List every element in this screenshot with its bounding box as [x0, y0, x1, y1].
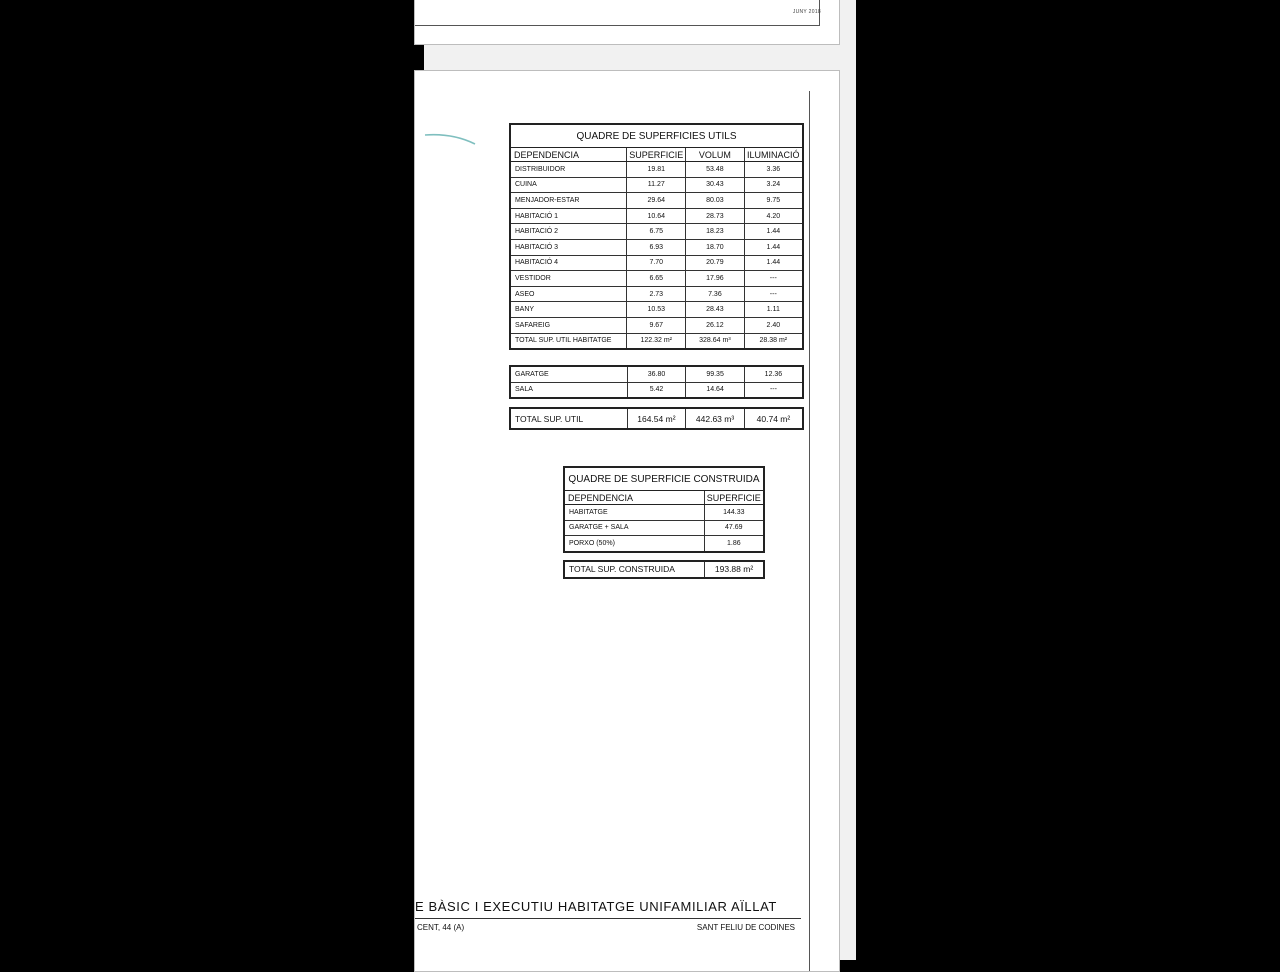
- table-row: [564, 536, 764, 552]
- date-stamp: JUNY 2018: [792, 9, 821, 15]
- table-row: [510, 177, 803, 193]
- value-cell: 6.75: [627, 224, 686, 240]
- drawing-frame: [415, 0, 820, 26]
- value-cell: ---: [744, 271, 803, 287]
- value-cell: 4.20: [744, 208, 803, 224]
- value-cell: 47.69: [704, 520, 764, 536]
- project-address: CENT, 44 (A): [417, 923, 465, 932]
- table-row: [510, 239, 803, 255]
- value-cell: 7.36: [686, 286, 744, 302]
- total-cell: 164.54 m²: [627, 408, 686, 429]
- total-cell: 40.74 m²: [744, 408, 803, 429]
- table-row: [510, 382, 803, 398]
- total-cell: 328.64 m³: [686, 333, 744, 349]
- title-block-divider: [415, 918, 801, 919]
- useful-area-table: [509, 123, 804, 350]
- project-title: E BÀSIC I EXECUTIU HABITATGE UNIFAMILIAR AÏLLAT: [415, 899, 777, 914]
- value-cell: 2.73: [627, 286, 686, 302]
- table-row: [510, 193, 803, 209]
- room-name-cell: HABITACIÓ 3: [510, 239, 627, 255]
- value-cell: 20.79: [686, 255, 744, 271]
- table-row: [510, 366, 803, 382]
- value-cell: 3.36: [744, 162, 803, 178]
- value-cell: ---: [744, 382, 803, 398]
- document-page-1: [414, 0, 840, 45]
- total-cell: 193.88 m²: [705, 561, 764, 578]
- total-row: [564, 561, 764, 578]
- col-header: DEPENDENCIA: [564, 491, 704, 505]
- table-row: [510, 208, 803, 224]
- title-block: [415, 899, 803, 932]
- table-row: [510, 162, 803, 178]
- value-cell: 18.70: [686, 239, 744, 255]
- room-name-cell: CUINA: [510, 177, 627, 193]
- value-cell: 1.44: [744, 224, 803, 240]
- room-name-cell: SALA: [510, 382, 627, 398]
- total-cell: 122.32 m²: [627, 333, 686, 349]
- table-row: [510, 302, 803, 318]
- total-cell: 28.38 m²: [744, 333, 803, 349]
- total-label: TOTAL SUP. UTIL: [510, 408, 627, 429]
- room-name-cell: HABITATGE: [564, 505, 704, 521]
- built-area-table-title: QUADRE DE SUPERFICIE CONSTRUIDA: [564, 467, 764, 491]
- table-row: [510, 317, 803, 333]
- value-cell: 99.35: [686, 366, 745, 382]
- table-row: [564, 505, 764, 521]
- value-cell: 6.93: [627, 239, 686, 255]
- document-page-2: [414, 70, 840, 972]
- built-area-table: [563, 466, 765, 553]
- value-cell: 1.44: [744, 255, 803, 271]
- value-cell: 144.33: [704, 505, 764, 521]
- garage-hall-rows: [510, 366, 803, 398]
- total-row: [510, 408, 803, 429]
- value-cell: 18.23: [686, 224, 744, 240]
- useful-area-table-title: QUADRE DE SUPERFICIES UTILS: [510, 124, 803, 148]
- col-header: SUPERFICIE: [627, 148, 686, 162]
- room-name-cell: GARATGE + SALA: [564, 520, 704, 536]
- value-cell: 26.12: [686, 317, 744, 333]
- value-cell: 9.75: [744, 193, 803, 209]
- project-town: SANT FELIU DE CODINES: [696, 923, 795, 932]
- table-row: [510, 224, 803, 240]
- total-useful-area-table: [509, 407, 804, 430]
- room-name-cell: SAFAREIG: [510, 317, 627, 333]
- value-cell: 1.86: [704, 536, 764, 552]
- col-header: ILUMINACIÓ: [744, 148, 803, 162]
- value-cell: 80.03: [686, 193, 744, 209]
- table-row: [510, 271, 803, 287]
- garage-hall-table: [509, 365, 804, 399]
- table-row: [564, 520, 764, 536]
- value-cell: 6.65: [627, 271, 686, 287]
- value-cell: 28.73: [686, 208, 744, 224]
- value-cell: 36.80: [627, 366, 686, 382]
- room-name-cell: HABITACIÓ 2: [510, 224, 627, 240]
- total-built-area-table: [563, 560, 765, 579]
- pen-annotation-stroke: [425, 131, 485, 151]
- room-name-cell: GARATGE: [510, 366, 627, 382]
- col-header: DEPENDENCIA: [510, 148, 627, 162]
- room-name-cell: PORXO (50%): [564, 536, 704, 552]
- table-row: [510, 286, 803, 302]
- value-cell: 12.36: [744, 366, 803, 382]
- value-cell: 2.40: [744, 317, 803, 333]
- room-name-cell: DISTRIBUIDOR: [510, 162, 627, 178]
- value-cell: 17.96: [686, 271, 744, 287]
- value-cell: 10.64: [627, 208, 686, 224]
- useful-area-rows: [510, 162, 803, 334]
- room-name-cell: MENJADOR-ESTAR: [510, 193, 627, 209]
- room-name-cell: HABITACIÓ 1: [510, 208, 627, 224]
- room-name-cell: HABITACIÓ 4: [510, 255, 627, 271]
- table-header-row: [564, 491, 764, 505]
- value-cell: 9.67: [627, 317, 686, 333]
- value-cell: 30.43: [686, 177, 744, 193]
- value-cell: 11.27: [627, 177, 686, 193]
- room-name-cell: ASEO: [510, 286, 627, 302]
- document-viewer[interactable]: [415, 0, 856, 960]
- value-cell: 14.64: [686, 382, 745, 398]
- value-cell: 10.53: [627, 302, 686, 318]
- total-label: TOTAL SUP. CONSTRUIDA: [564, 561, 705, 578]
- col-header: VOLUM: [686, 148, 744, 162]
- room-name-cell: VESTIDOR: [510, 271, 627, 287]
- value-cell: 3.24: [744, 177, 803, 193]
- room-name-cell: BANY: [510, 302, 627, 318]
- table-row: [510, 255, 803, 271]
- value-cell: 29.64: [627, 193, 686, 209]
- value-cell: 7.70: [627, 255, 686, 271]
- value-cell: 28.43: [686, 302, 744, 318]
- col-header: SUPERFICIE: [704, 491, 764, 505]
- value-cell: ---: [744, 286, 803, 302]
- value-cell: 1.44: [744, 239, 803, 255]
- value-cell: 5.42: [627, 382, 686, 398]
- value-cell: 53.48: [686, 162, 744, 178]
- total-row: [510, 333, 803, 349]
- value-cell: 1.11: [744, 302, 803, 318]
- total-label: TOTAL SUP. UTIL HABITATGE: [510, 333, 627, 349]
- built-area-rows: [564, 505, 764, 552]
- table-header-row: [510, 148, 803, 162]
- total-cell: 442.63 m³: [686, 408, 745, 429]
- value-cell: 19.81: [627, 162, 686, 178]
